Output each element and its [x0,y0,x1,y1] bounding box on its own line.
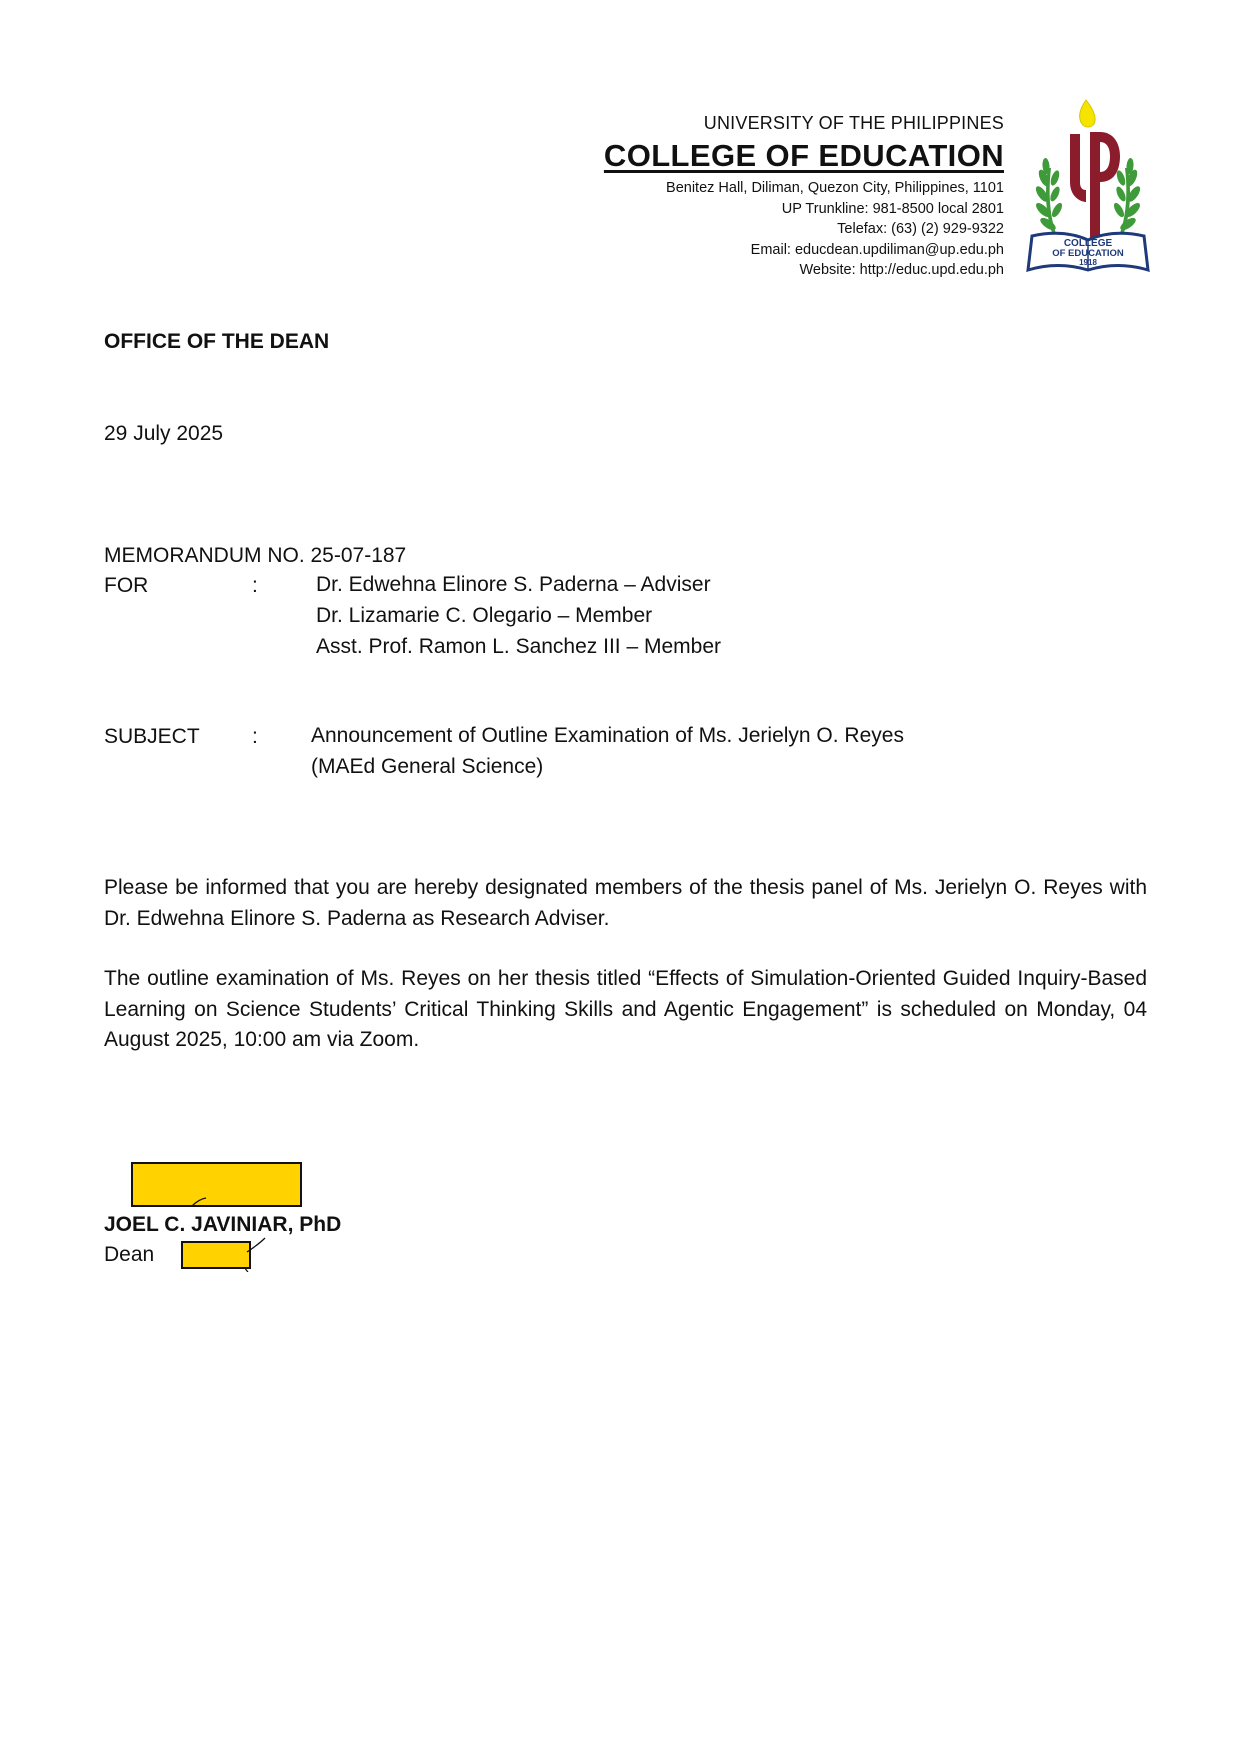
letterhead [604,112,1004,281]
address-line: Benitez Hall, Diliman, Quezon City, Philippines, 1101 [666,180,1004,196]
college-name: COLLEGE OF EDUCATION [603,138,1004,173]
trunkline-line: UP Trunkline: 981-8500 local 2801 [781,200,1004,217]
memo-number: MEMORANDUM NO. 25-07-187 [104,544,407,567]
contact-block [604,178,1004,281]
recipient-member-2: Asst. Prof. Ramon L. Sanchez III – Member [316,635,721,658]
p-letter-mark [1090,132,1120,238]
telefax-line: Telefax: (63) (2) 929-9322 [837,221,1004,237]
initial-stroke-fragment [245,1232,267,1272]
subject-line-1: Announcement of Outline Examination of Ms. Jerielyn O. Reyes [311,724,904,747]
recipient-adviser: Dr. Edwehna Elinore S. Paderna – Adviser [316,573,711,596]
website-line: Website: http://educ.upd.edu.ph [799,262,1004,278]
redacted-initial [181,1241,251,1269]
memo-date: 29 July 2025 [104,422,224,445]
signature-stroke-fragment [190,1196,210,1208]
body-paragraph-2: The outline examination of Ms. Reyes on her thesis titled “Effects of Simulation-Oriented Guided Inquiry-Based Learning on Science Students’ Critical Thinking Skills and Agentic Engagement” is scheduled on Monday, 04 August 2025, 10:00 am via Zoom. [104,967,1147,1051]
subject-label: SUBJECT [104,725,200,748]
college-seal-logo [1024,98,1152,274]
recipient-list [316,569,721,662]
flame-icon [1080,100,1095,127]
for-colon: : [252,574,258,597]
signatory-title: Dean [104,1243,155,1266]
subject-text [311,720,904,782]
left-laurel-icon [1034,158,1064,238]
office-heading: OFFICE OF THE DEAN [104,330,330,353]
subject-line-2: (MAEd General Science) [311,755,544,778]
for-label: FOR [104,574,149,597]
subject-colon: : [252,725,258,748]
redacted-signature [131,1162,302,1207]
recipient-member-1: Dr. Lizamarie C. Olegario – Member [316,604,653,627]
signatory-name: JOEL C. JAVINIAR, PhD [104,1213,342,1236]
seal-text-year: 1918 [1079,258,1097,267]
body-paragraph-1: Please be informed that you are hereby designated members of the thesis panel of Ms. Jerielyn O. Reyes with Dr. Edwehna Elinore S. Paderna as Research Adviser. [104,876,1147,930]
seal-text-college: COLLEGE [1063,238,1113,249]
university-name: UNIVERSITY OF THE PHILIPPINES [703,113,1004,133]
email-line: Email: educdean.updiliman@up.edu.ph [750,241,1004,258]
seal-text-education: OF EDUCATION [1052,248,1124,259]
u-letter-mark [1070,134,1086,202]
